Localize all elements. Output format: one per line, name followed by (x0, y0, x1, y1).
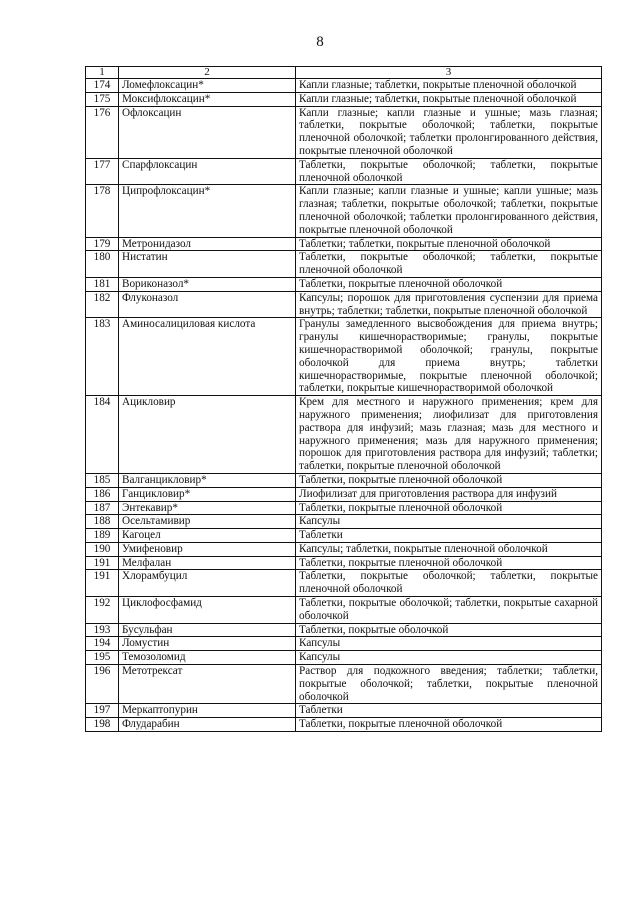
row-number-cell: 177 (86, 158, 119, 185)
header-row (86, 67, 602, 79)
table-row (86, 487, 602, 501)
dosage-form-cell: Капсулы (296, 651, 602, 665)
drug-name-cell: Флударабин (119, 718, 296, 732)
row-number-cell: 197 (86, 704, 119, 718)
row-number-cell: 176 (86, 106, 119, 158)
drug-table (85, 66, 602, 732)
table-row (86, 704, 602, 718)
table-row (86, 237, 602, 251)
row-number-cell: 190 (86, 542, 119, 556)
dosage-form-cell: Таблетки (296, 704, 602, 718)
table-header (86, 67, 602, 79)
drug-name-cell: Метотрексат (119, 665, 296, 704)
table-row (86, 542, 602, 556)
table-row (86, 92, 602, 106)
drug-name-cell: Темозоломид (119, 651, 296, 665)
drug-name-cell: Аминосалициловая кислота (119, 318, 296, 396)
row-number-cell: 180 (86, 251, 119, 278)
drug-name-cell: Циклофосфамид (119, 597, 296, 624)
row-number-cell: 193 (86, 623, 119, 637)
dosage-form-cell: Таблетки (296, 529, 602, 543)
dosage-form-cell: Таблетки, покрытые оболочкой; таблетки, покрытые пленочной оболочкой (296, 251, 602, 278)
dosage-form-cell: Таблетки, покрытые пленочной оболочкой (296, 718, 602, 732)
drug-name-cell: Флуконазол (119, 291, 296, 318)
row-number-cell: 185 (86, 473, 119, 487)
table-row (86, 665, 602, 704)
table-row (86, 651, 602, 665)
table-row (86, 570, 602, 597)
dosage-form-cell: Капли глазные; таблетки, покрытые пленочной оболочкой (296, 92, 602, 106)
table-row (86, 251, 602, 278)
dosage-form-cell: Лиофилизат для приготовления раствора для инфузий (296, 487, 602, 501)
row-number-cell: 183 (86, 318, 119, 396)
row-number-cell: 191 (86, 556, 119, 570)
drug-name-cell: Осельтамивир (119, 515, 296, 529)
dosage-form-cell: Таблетки, покрытые оболочкой; таблетки, покрытые пленочной оболочкой (296, 158, 602, 185)
drug-name-cell: Офлоксацин (119, 106, 296, 158)
dosage-form-cell: Капли глазные; капли глазные и ушные; капли ушные; мазь глазная; таблетки, покрытые оболочкой; таблетки, покрытые пленочной оболочкой; таблетки пролонгированного действия, покрытые пленочной оболочкой (296, 185, 602, 237)
dosage-form-cell: Капсулы; порошок для приготовления суспензии для приема внутрь; таблетки; таблетки, покрытые пленочной оболочкой (296, 291, 602, 318)
table-row (86, 106, 602, 158)
drug-name-cell: Ципрофлоксацин* (119, 185, 296, 237)
drug-name-cell: Спарфлоксацин (119, 158, 296, 185)
table-row (86, 79, 602, 93)
row-number-cell: 195 (86, 651, 119, 665)
drug-name-cell: Валганцикловир* (119, 473, 296, 487)
dosage-form-cell: Таблетки, покрытые оболочкой (296, 623, 602, 637)
dosage-form-cell: Капсулы; таблетки, покрытые пленочной оболочкой (296, 542, 602, 556)
table-row (86, 158, 602, 185)
dosage-form-cell: Таблетки, покрытые оболочкой; таблетки, покрытые пленочной оболочкой (296, 570, 602, 597)
table-row (86, 718, 602, 732)
drug-name-cell: Мелфалан (119, 556, 296, 570)
table-row (86, 529, 602, 543)
row-number-cell: 179 (86, 237, 119, 251)
table-row (86, 291, 602, 318)
table-body (86, 79, 602, 732)
table-row (86, 515, 602, 529)
dosage-form-cell: Таблетки, покрытые оболочкой; таблетки, покрытые сахарной оболочкой (296, 597, 602, 624)
dosage-form-cell: Капли глазные; капли глазные и ушные; мазь глазная; таблетки, покрытые оболочкой; таблетки, покрытые пленочной оболочкой; таблетки пролонгированного действия, покрытые пленочной оболочкой (296, 106, 602, 158)
table-row (86, 623, 602, 637)
drug-name-cell: Ацикловир (119, 396, 296, 474)
table-row (86, 185, 602, 237)
row-number-cell: 182 (86, 291, 119, 318)
dosage-form-cell: Таблетки, покрытые пленочной оболочкой (296, 277, 602, 291)
drug-name-cell: Ганцикловир* (119, 487, 296, 501)
table-row (86, 556, 602, 570)
drug-name-cell: Вориконазол* (119, 277, 296, 291)
table-row (86, 501, 602, 515)
dosage-form-cell: Таблетки; таблетки, покрытые пленочной оболочкой (296, 237, 602, 251)
drug-name-cell: Нистатин (119, 251, 296, 278)
drug-name-cell: Меркаптопурин (119, 704, 296, 718)
row-number-cell: 186 (86, 487, 119, 501)
row-number-cell: 184 (86, 396, 119, 474)
column-header-2: 2 (119, 67, 296, 79)
dosage-form-cell: Крем для местного и наружного применения; крем для наружного применения; лиофилизат для приготовления раствора для инфузий; мазь глазная; мазь для местного и наружного применения; мазь для наружного применения; порошок для приготовления раствора для инфузий; таблетки; таблетки, покрытые пленочной оболочкой (296, 396, 602, 474)
table-row (86, 277, 602, 291)
dosage-form-cell: Капсулы (296, 515, 602, 529)
column-header-1: 1 (86, 67, 119, 79)
drug-name-cell: Бусульфан (119, 623, 296, 637)
dosage-form-cell: Таблетки, покрытые пленочной оболочкой (296, 501, 602, 515)
table-row (86, 637, 602, 651)
row-number-cell: 191 (86, 570, 119, 597)
row-number-cell: 175 (86, 92, 119, 106)
dosage-form-cell: Раствор для подкожного введения; таблетки; таблетки, покрытые оболочкой; таблетки, покрытые пленочной оболочкой (296, 665, 602, 704)
row-number-cell: 188 (86, 515, 119, 529)
row-number-cell: 192 (86, 597, 119, 624)
dosage-form-cell: Таблетки, покрытые пленочной оболочкой (296, 556, 602, 570)
row-number-cell: 174 (86, 79, 119, 93)
row-number-cell: 194 (86, 637, 119, 651)
table-row (86, 597, 602, 624)
dosage-form-cell: Капсулы (296, 637, 602, 651)
page-number: 8 (316, 34, 324, 50)
dosage-form-cell: Таблетки, покрытые пленочной оболочкой (296, 473, 602, 487)
row-number-cell: 198 (86, 718, 119, 732)
row-number-cell: 187 (86, 501, 119, 515)
drug-name-cell: Кагоцел (119, 529, 296, 543)
drug-name-cell: Ломефлоксацин* (119, 79, 296, 93)
drug-name-cell: Метронидазол (119, 237, 296, 251)
row-number-cell: 189 (86, 529, 119, 543)
dosage-form-cell: Гранулы замедленного высвобождения для приема внутрь; гранулы кишечнорастворимые; гранулы, покрытые кишечнорастворимой оболочкой; гранулы, покрытые оболочкой для приема внутрь; таблетки кишечнорастворимые, покрытые пленочной оболочкой; таблетки, покрытые кишечнорастворимой оболочкой (296, 318, 602, 396)
drug-name-cell: Хлорамбуцил (119, 570, 296, 597)
row-number-cell: 178 (86, 185, 119, 237)
table-row (86, 318, 602, 396)
table-row (86, 396, 602, 474)
drug-name-cell: Энтекавир* (119, 501, 296, 515)
drug-name-cell: Умифеновир (119, 542, 296, 556)
row-number-cell: 181 (86, 277, 119, 291)
drug-name-cell: Моксифлоксацин* (119, 92, 296, 106)
row-number-cell: 196 (86, 665, 119, 704)
column-header-3: 3 (296, 67, 602, 79)
drug-name-cell: Ломустин (119, 637, 296, 651)
dosage-form-cell: Капли глазные; таблетки, покрытые пленочной оболочкой (296, 79, 602, 93)
table-row (86, 473, 602, 487)
